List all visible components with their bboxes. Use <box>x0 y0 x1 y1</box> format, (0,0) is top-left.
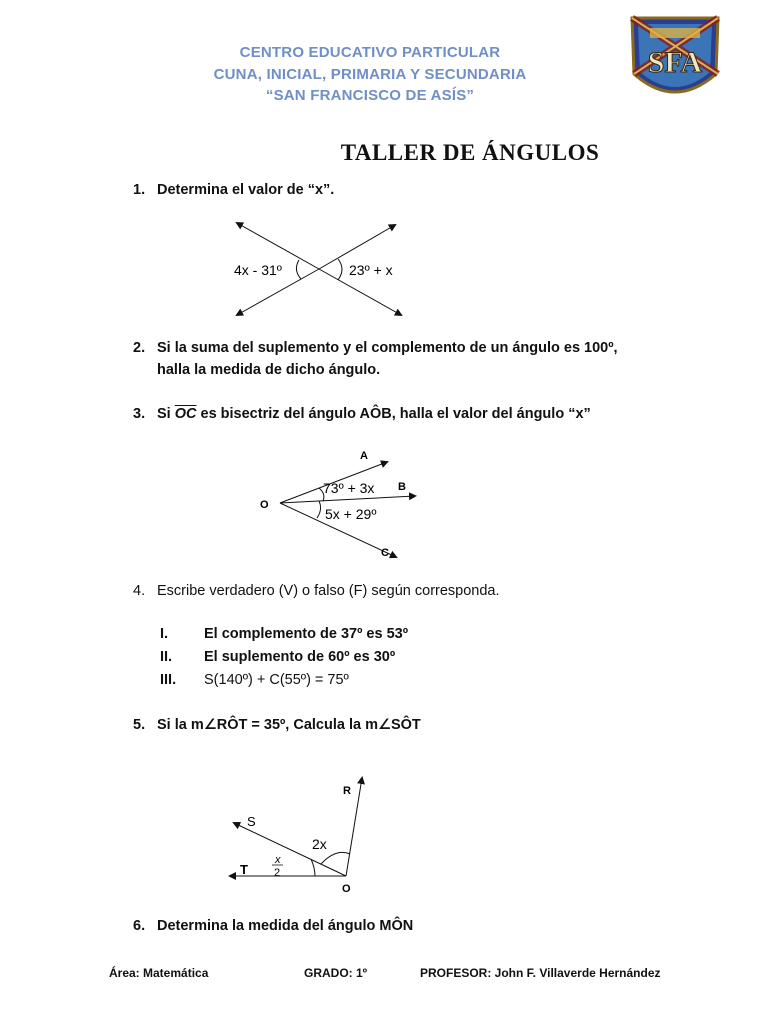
statement-numeral: III. <box>160 672 177 688</box>
footer-teacher: PROFESOR: John F. Villaverde Hernández <box>420 966 661 980</box>
point-o-label: O <box>342 883 351 895</box>
statement-1 <box>160 626 408 642</box>
question-number: 3. <box>133 406 146 422</box>
question-number: 4. <box>133 583 146 599</box>
point-a-label: A <box>360 450 368 462</box>
crest-letters: SFA <box>647 46 703 79</box>
question-text: Si la m∠RÔT = 35º, Calcula la m∠SÔT <box>157 717 421 733</box>
right-angle-label: 23º + x <box>349 262 393 278</box>
question-4 <box>133 580 500 602</box>
point-b-label: B <box>398 481 406 493</box>
question-number: 2. <box>133 340 146 356</box>
point-r-label: R <box>343 785 351 797</box>
point-c-label: C <box>381 547 389 559</box>
intersecting-lines-figure <box>225 218 415 322</box>
question-5 <box>133 714 421 736</box>
question-6 <box>133 915 413 937</box>
question-2 <box>133 337 618 381</box>
statement-text: El suplemento de 60º es 30º <box>204 649 396 665</box>
question-number: 6. <box>133 918 146 934</box>
school-name-line2: CUNA, INICIAL, PRIMARIA Y SECUNDARIA <box>213 66 527 83</box>
bisector-figure <box>255 447 425 561</box>
statement-numeral: II. <box>160 649 173 665</box>
question-text: Escribe verdadero (V) o falso (F) según corresponda. <box>157 583 500 599</box>
angle-2x-label: 2x <box>312 836 327 852</box>
question-text-post: es bisectriz del ángulo AÔB, halla el valor del ángulo “x” <box>196 406 591 422</box>
statement-numeral: I. <box>160 626 169 642</box>
statement-text: S(140º) + C(55º) = 75º <box>204 672 349 688</box>
rays-figure <box>225 772 375 896</box>
statement-3 <box>160 672 349 688</box>
question-text: Determina el valor de “x”. <box>157 182 335 198</box>
point-o-label: O <box>260 499 269 511</box>
question-text-pre: Si <box>157 406 175 422</box>
footer-grade: GRADO: 1º <box>304 966 368 980</box>
school-name-line3: “SAN FRANCISCO DE ASÍS” <box>265 87 475 104</box>
fraction-denominator: 2 <box>274 867 281 879</box>
upper-angle-label: 73º + 3x <box>323 480 375 496</box>
question-number: 5. <box>133 717 146 733</box>
footer-area: Área: Matemática <box>109 966 209 980</box>
question-1 <box>133 179 334 201</box>
page-title: TALLER DE ÁNGULOS <box>340 140 600 165</box>
lower-angle-label: 5x + 29º <box>325 506 377 522</box>
question-3 <box>133 403 591 425</box>
statement-2 <box>160 649 395 665</box>
statement-text: El complemento de 37º es 53º <box>204 626 409 642</box>
ray-oc-label: $\overline{OC}$ <box>174 406 197 422</box>
question-text-line2: halla la medida de dicho ángulo. <box>157 362 381 378</box>
school-crest-logo <box>628 14 722 106</box>
school-name-line1: CENTRO EDUCATIVO PARTICULAR <box>239 44 501 61</box>
point-t-label: T <box>240 862 248 877</box>
point-s-label: S <box>247 814 256 829</box>
question-text-line1: Si la suma del suplemento y el complemento de un ángulo es 100º, <box>157 340 618 356</box>
fraction-numerator: x <box>275 854 281 866</box>
question-number: 1. <box>133 182 146 198</box>
left-angle-label: 4x - 31º <box>234 262 282 278</box>
question-text: Determina la medida del ángulo MÔN <box>157 918 414 934</box>
